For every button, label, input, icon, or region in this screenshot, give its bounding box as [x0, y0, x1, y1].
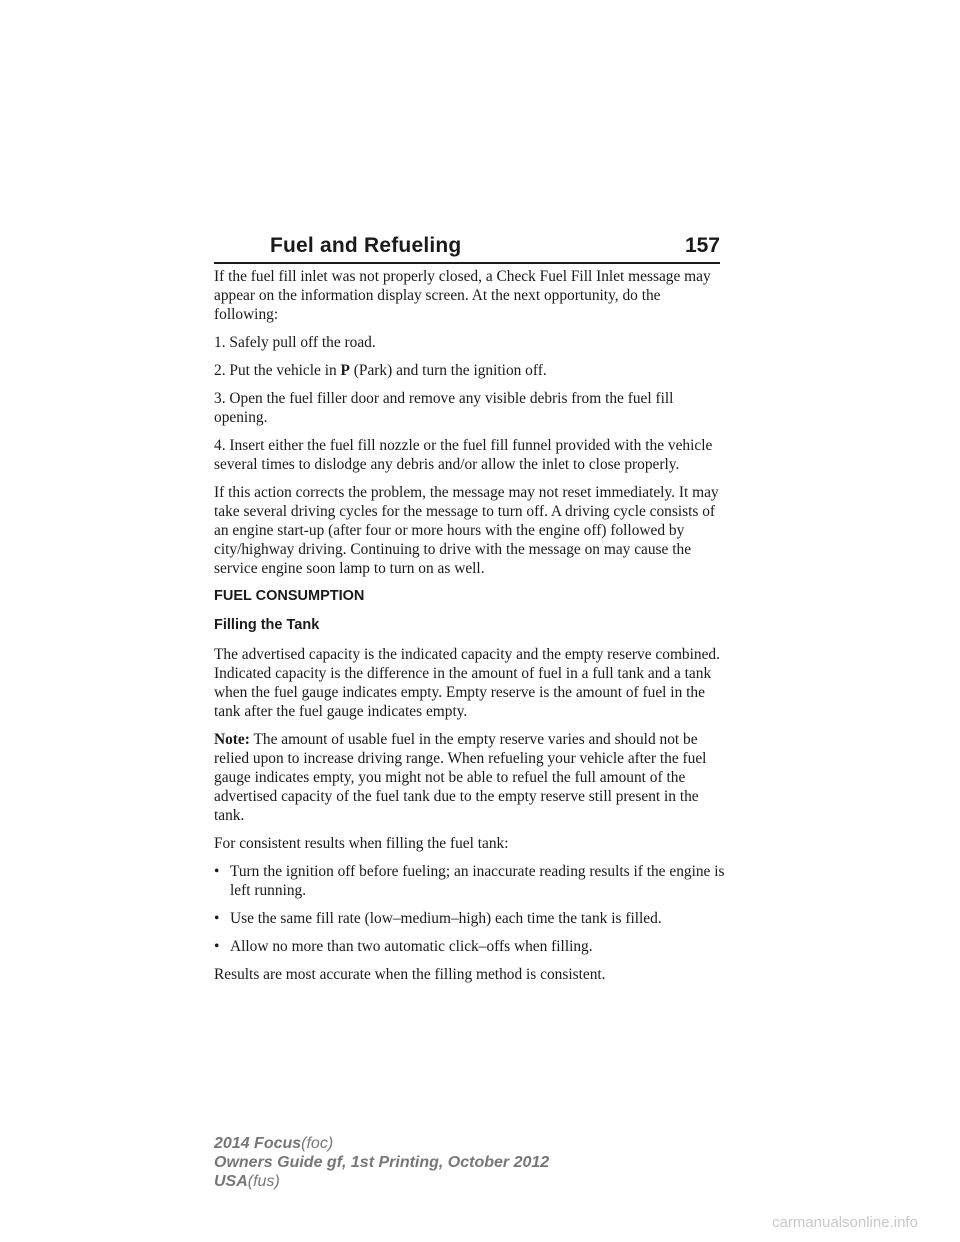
list-item-text: Use the same fill rate (low–medium–high) each time the tank is filled.	[230, 910, 662, 927]
step-4: 4. Insert either the fuel fill nozzle or the fuel fill funnel provided with the vehicle several times to dislodge any debris and/or allow the inlet to close properly.	[214, 437, 713, 473]
action-paragraph: If this action corrects the problem, the message may not reset immediately. It may take several driving cycles for the message to turn off. A driving cycle consists of an engine start-up (after four or more hours with the engine off) followed by city/highway driving. Continuing to drive with the message on may cause the service engine soon lamp to turn on as well.	[214, 484, 719, 577]
footer-line-1	[214, 1134, 549, 1153]
page-number: 157	[684, 234, 720, 257]
intro-paragraph: If the fuel fill inlet was not properly closed, a Check Fuel Fill Inlet message may appear on the information display screen. At the next opportunity, do the following:	[214, 268, 711, 323]
bullet-list	[214, 862, 726, 956]
footer-line-3	[214, 1172, 549, 1191]
note-text: The amount of usable fuel in the empty reserve varies and should not be relied upon to increase driving range. When refueling your vehicle after the fuel gauge indicates empty, you might not be able to refuel the full amount of the advertised capacity of the fuel tank due to the empty reserve still present in the tank.	[214, 731, 707, 824]
step-2-suffix: (Park) and turn the ignition off.	[349, 362, 547, 379]
list-item	[214, 862, 726, 900]
watermark: carmanualsonline.info	[772, 1214, 918, 1231]
list-item	[214, 909, 726, 928]
note-paragraph	[214, 730, 726, 825]
footer-market: USA	[214, 1173, 248, 1190]
bullet-icon: •	[214, 910, 220, 927]
page-footer	[214, 1134, 549, 1191]
footer-line-2: Owners Guide gf, 1st Printing, October 2012	[214, 1154, 550, 1171]
conclusion-paragraph: Results are most accurate when the filling method is consistent.	[214, 966, 606, 983]
list-item-text: Turn the ignition off before fueling; an inaccurate reading results if the engine is left running.	[230, 863, 725, 899]
step-2	[214, 361, 726, 380]
bullet-icon: •	[214, 938, 220, 955]
list-item	[214, 937, 726, 956]
footer-market-code: (fus)	[247, 1173, 280, 1190]
section-heading: FUEL CONSUMPTION	[214, 588, 365, 604]
step-3: 3. Open the fuel filler door and remove any visible debris from the fuel fill opening.	[214, 390, 674, 426]
page-title: Fuel and Refueling	[270, 234, 462, 257]
capacity-paragraph: The advertised capacity is the indicated capacity and the empty reserve combined. Indicated capacity is the difference in the amount of fuel in a full tank and a tank when the fuel gauge indicates empty. Empty reserve is the amount of fuel in the tank after the fuel gauge indicates empty.	[214, 646, 720, 720]
step-1: 1. Safely pull off the road.	[214, 334, 376, 351]
note-label: Note:	[214, 731, 250, 748]
step-2-park-letter: P	[340, 362, 350, 379]
footer-model: 2014 Focus	[214, 1135, 302, 1152]
page-content	[214, 267, 726, 993]
page-header	[214, 228, 720, 264]
bullet-icon: •	[214, 863, 220, 880]
consistent-intro: For consistent results when filling the fuel tank:	[214, 835, 509, 852]
list-item-text: Allow no more than two automatic click–offs when filling.	[230, 938, 593, 955]
footer-model-code: (foc)	[301, 1135, 334, 1152]
step-2-prefix: 2. Put the vehicle in	[214, 362, 341, 379]
sub-heading: Filling the Tank	[214, 617, 320, 633]
